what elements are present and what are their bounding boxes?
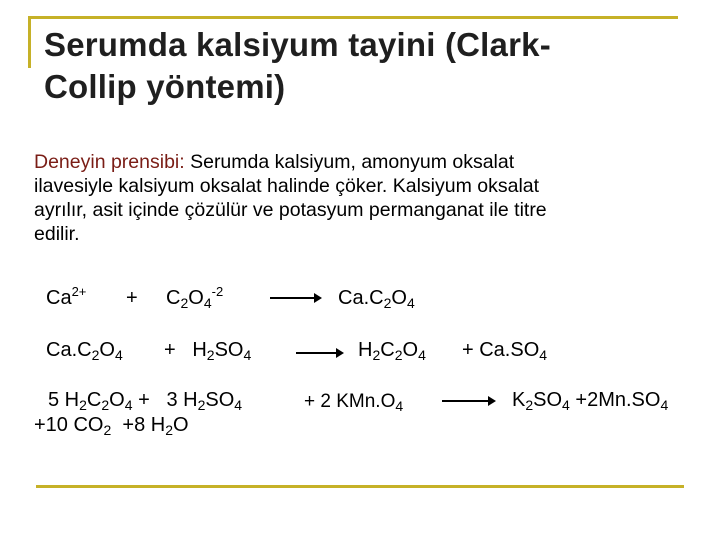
eq1-product: $Ca.C_2O_4$ bbox=[338, 287, 415, 311]
eq3-products-continued: +10 $CO_2 +8$ $H_2O$ bbox=[34, 414, 189, 438]
eq2-calcium-oxalate: $Ca.C_2O_4$ bbox=[46, 339, 123, 363]
principle-line-4: edilir. bbox=[34, 223, 80, 245]
eq3-reactants: 5 $H_2C_2O_4 + 3$ $H_2SO_4$ bbox=[48, 389, 243, 413]
eq1-oxalate-ion: $C_2O_4^{-2}$ bbox=[166, 284, 224, 311]
title-line-2: Collip yöntemi) bbox=[44, 68, 286, 105]
eq2-arrow-icon bbox=[296, 352, 342, 354]
eq1-plus: + bbox=[126, 287, 138, 309]
eq3-permanganate: + 2 $KMn.O_4$ bbox=[304, 391, 404, 414]
bottom-border-line bbox=[36, 485, 684, 488]
eq1-arrow-icon bbox=[270, 297, 320, 299]
eq1-calcium-ion: $Ca^{2+}$ bbox=[46, 284, 87, 309]
eq2-calcium-sulfate: + $Ca.SO_4$ bbox=[462, 339, 548, 363]
left-border-line bbox=[28, 16, 31, 68]
eq3-arrow-icon bbox=[442, 400, 494, 402]
principle-lead: Deneyin prensibi: bbox=[34, 151, 185, 173]
principle-line-1: Deneyin prensibi: Serumda kalsiyum, amonyum oksalat bbox=[34, 151, 515, 173]
eq2-oxalic-acid: $H_2C_2O_4$ bbox=[358, 339, 426, 363]
principle-line-2: ilavesiyle kalsiyum oksalat halinde çöker. Kalsiyum oksalat bbox=[34, 175, 540, 197]
slide-title bbox=[44, 24, 684, 108]
principle-paragraph bbox=[34, 150, 684, 246]
eq3-products: $K_2SO_4 +2Mn.SO_4$ bbox=[512, 389, 669, 413]
top-border-line bbox=[28, 16, 678, 19]
principle-line-3: ayrılır, asit içinde çözülür ve potasyum permanganat ile titre bbox=[34, 199, 547, 221]
eq2-sulfuric-acid: + $H_2SO_4$ bbox=[164, 339, 252, 363]
title-line-1: Serumda kalsiyum tayini (Clark- bbox=[44, 26, 551, 63]
